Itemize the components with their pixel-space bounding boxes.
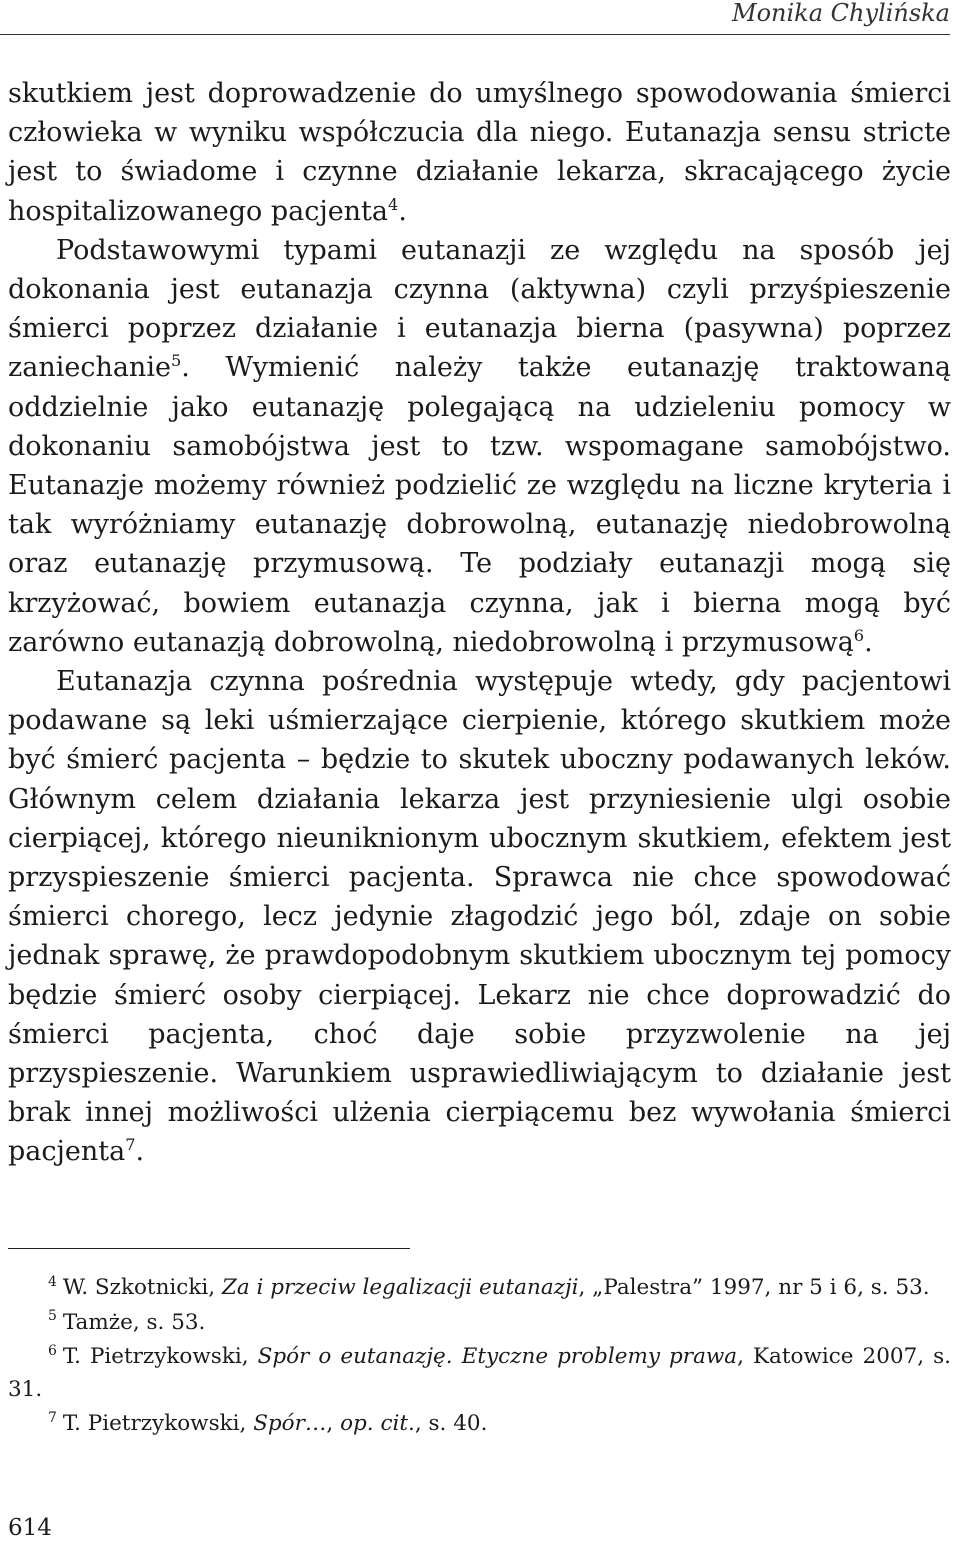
footnote-6 [8,1341,951,1406]
footnote-text: W. Szkotnicki, [62,1275,222,1300]
footnote-number: 6 [48,1342,57,1359]
footnote-separator [8,1248,410,1249]
footnote-5 [8,1307,951,1340]
footnote-number: 4 [48,1273,57,1290]
header-author: Monika Chylińska [732,0,950,27]
running-header [0,0,950,35]
footnote-title: Spór… [253,1411,327,1436]
paragraph-text: Podstawowymi typami eutanazji ze względu na sposób jej dokonania jest eutanazja czynna (aktywna) czyli przyśpieszenie śmierci poprzez działanie i eutanazja bierna (pasywna) poprzez zaniechanie [8,234,951,384]
footnote-title: Spór o eutanazję. Etyczne problemy prawa [257,1344,738,1369]
body-text [8,74,951,1172]
footnote-ref-7[interactable]: 7 [125,1135,136,1155]
footnote-citation: op. cit. [340,1411,415,1436]
paragraph-text: . [135,1136,145,1168]
footnote-4 [8,1272,951,1305]
footnote-7 [8,1408,951,1441]
footnote-text: , s. 40. [414,1411,488,1436]
paragraph-text: . [864,626,873,658]
footnote-text: T. Pietrzykowski, [62,1411,254,1436]
footnote-text: Tamże, s. 53. [62,1309,206,1335]
footnote-text: , [326,1411,341,1436]
paragraph-text: skutkiem jest doprowadzenie do umyślnego spowodowania śmierci człowieka w wyniku współczucia dla niego. Eutanazja sensu stricte jest to świadome i czynne działanie lekarza, skracającego życie hospitalizowanego pacjenta [8,78,951,227]
footnote-text: , Katowice 2007, s. 31. [8,1344,951,1402]
footnote-number: 7 [48,1409,57,1426]
footnote-text: , „Palestra” 1997, nr 5 i 6, s. 53. [578,1275,930,1300]
paragraph-3 [8,662,951,1172]
page-number: 614 [8,1515,52,1541]
footnotes [8,1272,951,1443]
footnote-ref-4[interactable]: 4 [388,194,399,214]
paragraph-1 [8,74,951,231]
paragraph-text: . [398,195,407,227]
footnote-title: Za i przeciw legalizacji eutanazji [221,1275,579,1300]
paragraph-text: Eutanazja czynna pośrednia występuje wtedy, gdy pacjentowi podawane są leki uśmierzające cierpienie, którego skutkiem może być śmierć pacjenta – będzie to skutek uboczny podawanych leków. Głównym celem działania lekarza jest przyniesienie ulgi osobie cierpiącej, którego nieuniknionym ubocznym skutkiem, efektem jest przyspieszenie śmierci pacjenta. Sprawca nie chce spowodować śmierci chorego, lecz jedynie złagodzić jego ból, zdaje on sobie jednak sprawę, że prawdopodobnym skutkiem ubocznym tej pomocy będzie śmierć osoby cierpiącej. Lekarz nie chce doprowadzić do śmierci pacjenta, choć daje sobie przyzwolenie na jej przyspieszenie. Warunkiem usprawiedliwiającym to działanie jest brak innej możliwości ulżenia cierpiącemu bez wywołania śmierci pacjenta [8,666,951,1168]
footnote-text: T. Pietrzykowski, [62,1344,258,1369]
footnote-ref-6[interactable]: 6 [853,625,865,645]
footnote-ref-5[interactable]: 5 [170,351,182,371]
paragraph-2 [8,231,951,662]
footnote-number: 5 [48,1308,57,1325]
paragraph-text: . Wymienić należy także eutanazję traktowaną oddzielnie jako eutanazję polegającą na udzieleniu pomocy w dokonaniu samobójstwa jest to tzw. wspomagane samobójstwo. Eutanazje możemy również podzielić ze względu na liczne kryteria i tak wyróżniamy eutanazję dobrowolną, eutanazję niedobrowolną oraz eutanazję przymusową. Te podziały eutanazji mogą się krzyżować, bowiem eutanazja czynna, jak i bierna mogą być zarówno eutanazją dobrowolną, niedobrowolną i przymusową [8,352,951,658]
